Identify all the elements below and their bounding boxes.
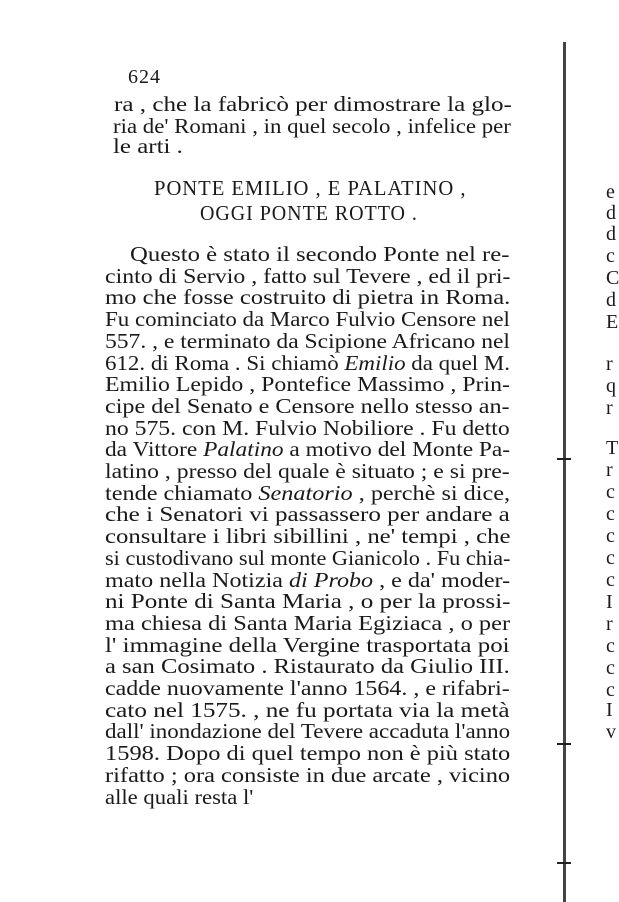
facing-page-char: r — [606, 613, 613, 635]
text-line: ma chiesa di Santa Maria Egiziaca , o per — [105, 611, 511, 635]
text-line: a san Cosimato . Ristaurato da Giulio III. — [105, 654, 510, 678]
facing-page-char: c — [606, 547, 615, 569]
text-line: dall' inondazione del Tevere accaduta l'anno — [105, 719, 511, 743]
text-line: da Vittore Palatino a motivo del Monte Pa- — [105, 437, 511, 461]
text-line: latino , presso del quale è situato ; e si pre- — [105, 459, 510, 483]
text-line: le arti . — [113, 134, 183, 158]
text-line: che i Senatori vi passassero per andare a — [105, 502, 510, 526]
facing-page-char: c — [606, 481, 615, 503]
facing-page-char: r — [606, 459, 613, 481]
text-line: tende chiamato Senatorio , perchè si dice, — [105, 481, 511, 505]
text-line: ria de' Romani , in quel secolo , infelice per — [113, 114, 511, 138]
text-line: consultare i libri sibillini , ne' tempi , che — [105, 524, 511, 548]
text-line: cinto di Servio , fatto sul Tevere , ed il pri- — [105, 264, 511, 288]
facing-page-char: I — [606, 591, 613, 613]
facing-page-char: c — [606, 657, 615, 679]
facing-page-char: c — [606, 245, 615, 267]
text-line: 1598. Dopo di quel tempo non è più stato — [105, 741, 511, 765]
text-line: rifatto ; ora consiste in due arcate , vicino — [105, 763, 511, 787]
page-number: 624 — [128, 66, 161, 88]
text-line: cadde nuovamente l'anno 1564. , e rifabri- — [105, 676, 510, 700]
facing-page-char: q — [606, 375, 616, 397]
text-line: ni Ponte di Santa Maria , o per la prossi- — [105, 589, 511, 613]
text-line: no 575. con M. Fulvio Nobiliore . Fu detto — [105, 416, 510, 440]
text-line: Questo è stato il secondo Ponte nel re- — [130, 242, 510, 266]
facing-page-char: I — [606, 699, 613, 721]
facing-page-char: E — [606, 311, 619, 333]
heading-line: PONTE EMILIO , E PALATINO , — [154, 176, 467, 200]
facing-page-char: d — [606, 289, 616, 311]
text-line: mato nella Notizia di Probo , e da' moder- — [105, 568, 511, 592]
text-line: ra , che la fabricò per dimostrare la glo- — [114, 92, 512, 116]
facing-page-char: C — [606, 267, 619, 289]
facing-page-char: T — [606, 437, 619, 459]
text-line: Fu cominciato da Marco Fulvio Censore nel — [105, 307, 510, 331]
text-line: cipe del Senato e Censore nello stesso an- — [105, 394, 510, 418]
facing-page-char: d — [606, 202, 616, 224]
text-line: l' immagine della Vergine trasportata poi — [105, 633, 510, 657]
facing-page-char: r — [606, 353, 613, 375]
binding-mark — [557, 458, 571, 460]
facing-page-char: c — [606, 635, 615, 657]
text-line: Emilio Lepido , Pontefice Massimo , Prin- — [105, 372, 510, 396]
facing-page-char: c — [606, 503, 615, 525]
binding-edge — [563, 42, 566, 902]
text-line: alle quali resta l' — [105, 785, 254, 809]
facing-page-char: c — [606, 569, 615, 591]
binding-mark — [557, 743, 571, 745]
facing-page-char: c — [606, 679, 615, 701]
text-line: cato nel 1575. , ne fu portata via la metà — [105, 698, 510, 722]
facing-page-char: r — [606, 397, 613, 419]
facing-page-edge — [600, 0, 619, 900]
facing-page-char: c — [606, 525, 615, 547]
facing-page-char: e — [606, 181, 615, 203]
text-line: si custodivano sul monte Gianicolo . Fu chia- — [105, 546, 511, 570]
text-line: mo che fosse costruito di pietra in Roma. — [105, 285, 511, 309]
text-line: 612. di Roma . Si chiamò Emilio da quel M. — [105, 351, 510, 375]
text-line: 557. , e terminato da Scipione Africano nel — [105, 329, 510, 353]
facing-page-char: d — [606, 223, 616, 245]
binding-mark — [557, 862, 571, 864]
heading-line: OGGI PONTE ROTTO . — [200, 201, 418, 225]
facing-page-char: v — [606, 721, 616, 743]
